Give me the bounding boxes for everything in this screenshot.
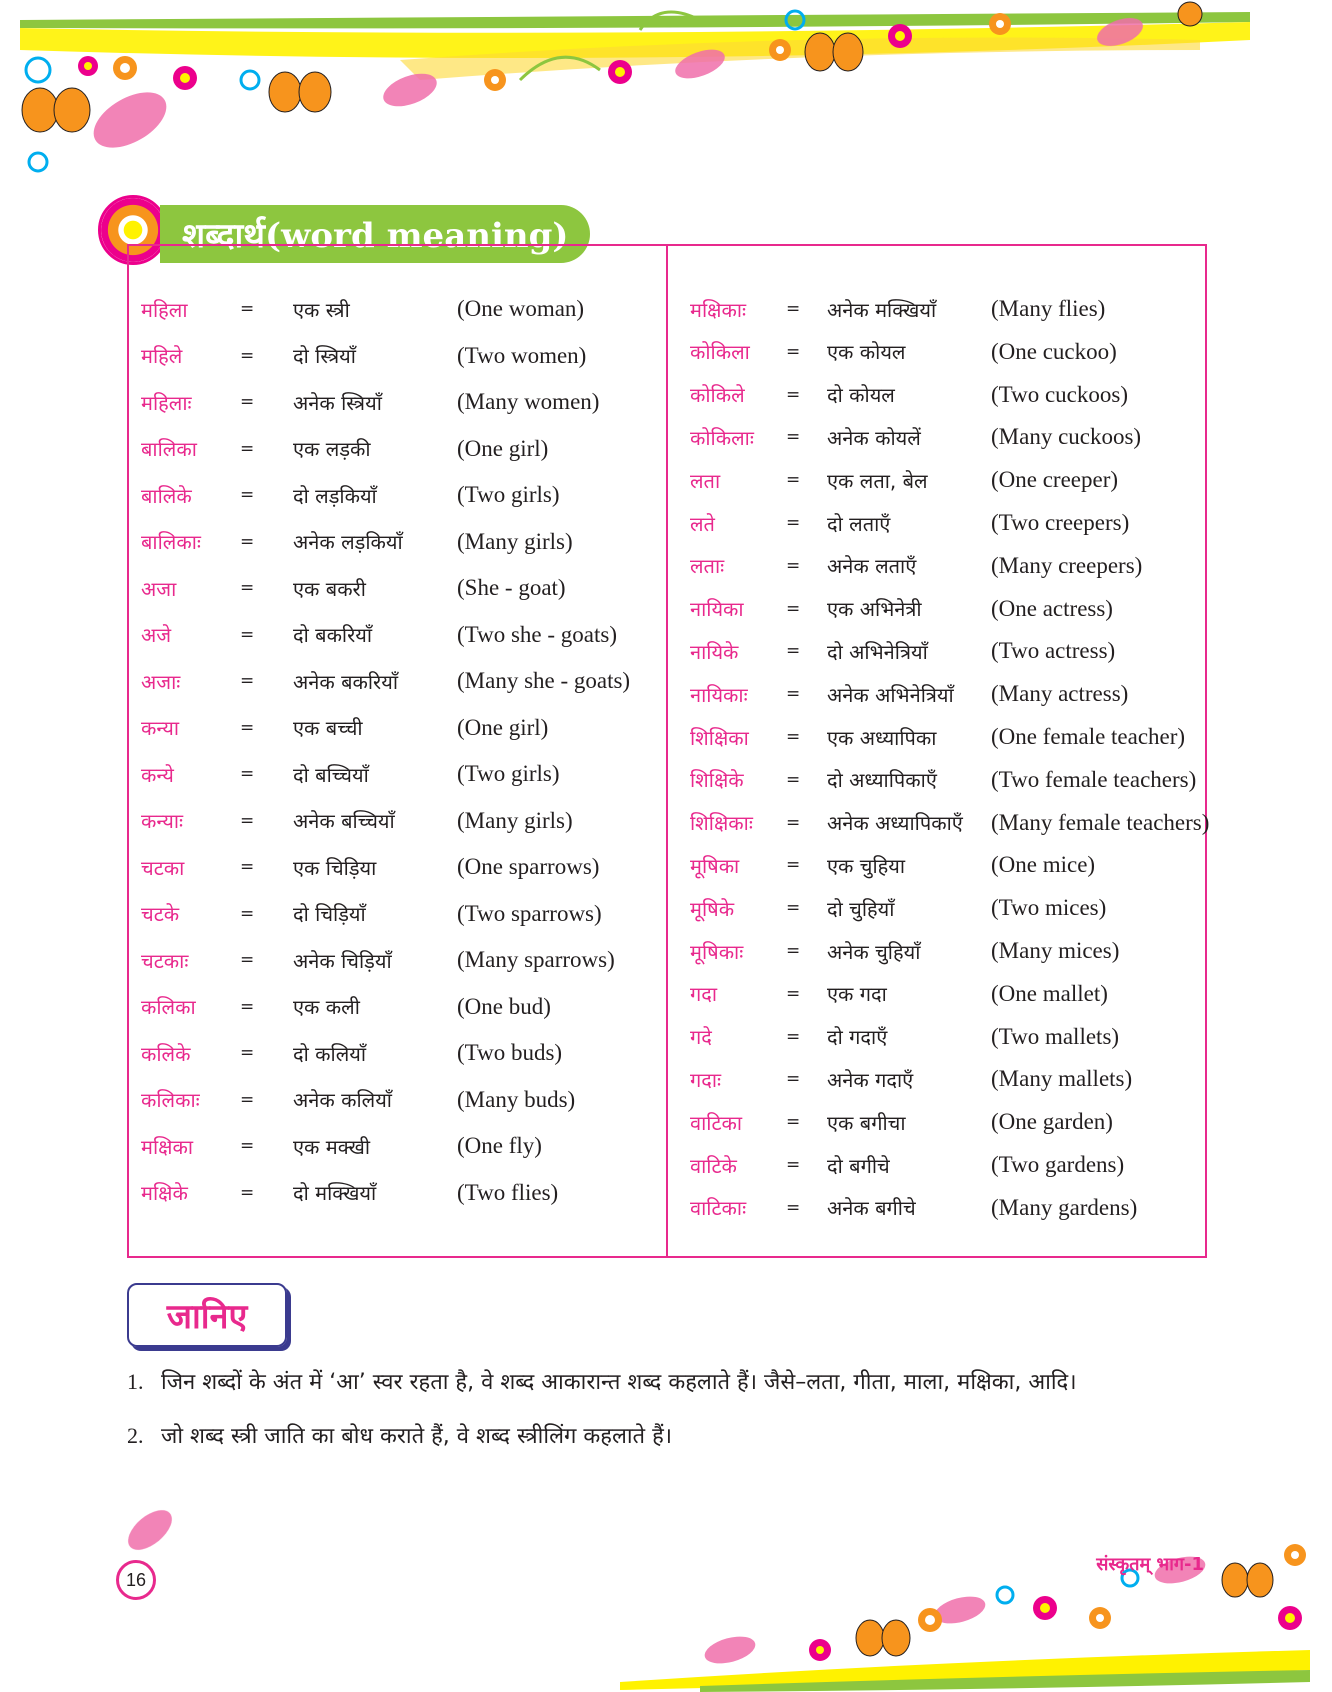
equals-sign: = [240, 764, 255, 784]
equals-sign: = [786, 1112, 801, 1133]
hindi-meaning: अनेक बच्चियाँ [293, 809, 395, 833]
english-meaning: (Two flies) [457, 1179, 559, 1205]
equals-sign: = [240, 903, 255, 924]
equals-sign: = [240, 1089, 255, 1110]
english-meaning: (Two girls) [457, 761, 560, 786]
equals-sign: = [786, 983, 801, 1004]
equals-sign: = [240, 1043, 255, 1063]
sanskrit-word: कोकिला [690, 340, 750, 365]
sanskrit-word: कन्ये [141, 762, 174, 787]
english-meaning: (Many sparrows) [457, 947, 615, 972]
hindi-meaning: दो लड़कियाँ [293, 483, 377, 508]
sanskrit-word: कोकिले [690, 383, 745, 408]
sanskrit-word: वाटिकाः [690, 1196, 747, 1221]
hindi-meaning: एक चुहिया [827, 853, 906, 878]
hindi-meaning: अनेक कोयलें [827, 425, 921, 450]
note-number: 2. [127, 1423, 144, 1448]
english-meaning: (Many actress) [991, 681, 1129, 707]
equals-sign: = [240, 578, 255, 598]
equals-sign: = [240, 717, 255, 738]
equals-sign: = [786, 855, 801, 876]
hindi-meaning: एक बगीचा [827, 1110, 906, 1135]
equals-sign: = [240, 345, 255, 366]
english-meaning: (Many mices) [991, 938, 1120, 963]
sanskrit-word: मक्षिका [141, 1134, 194, 1159]
english-meaning: (Two gardens) [991, 1152, 1125, 1177]
sanskrit-word: चटकाः [141, 948, 189, 973]
equals-sign: = [240, 810, 255, 831]
equals-sign: = [240, 531, 255, 552]
hindi-meaning: दो स्त्रियाँ [293, 344, 356, 368]
sanskrit-word: नायिकाः [690, 682, 748, 707]
english-meaning: (Two mallets) [991, 1023, 1120, 1049]
equals-sign: = [786, 341, 801, 362]
sanskrit-word: गदा [690, 982, 718, 1007]
hindi-meaning: अनेक बकरियाँ [293, 669, 399, 694]
sanskrit-word: मूषिका [690, 853, 740, 878]
hindi-meaning: एक चिड़िया [293, 855, 377, 880]
english-meaning: (Many buds) [457, 1086, 576, 1112]
equals-sign: = [786, 941, 801, 961]
hindi-meaning: दो चुहियाँ [827, 896, 895, 921]
equals-sign: = [786, 470, 801, 491]
hindi-meaning: अनेक कलियाँ [293, 1088, 392, 1112]
hindi-meaning: अनेक गदाएँ [827, 1067, 914, 1092]
sanskrit-word: महिलाः [141, 390, 192, 415]
sanskrit-word: नायिका [690, 597, 744, 622]
english-meaning: (One mice) [991, 852, 1096, 878]
english-meaning: (One mallet) [991, 980, 1108, 1006]
hindi-meaning: अनेक अध्यापिकाएँ [827, 811, 963, 836]
hindi-meaning: दो बच्चियाँ [293, 762, 369, 787]
equals-sign: = [240, 671, 255, 691]
sanskrit-word: महिले [141, 344, 183, 368]
english-meaning: (Two she - goats) [457, 621, 617, 647]
sanskrit-word: शिक्षिके [690, 768, 744, 793]
sanskrit-word: शिक्षिका [690, 725, 749, 750]
sanskrit-word: शिक्षिकाः [690, 811, 753, 836]
hindi-meaning: एक अध्यापिका [827, 725, 937, 750]
english-meaning: (Many she - goats) [457, 668, 631, 693]
equals-sign: = [786, 641, 801, 662]
equals-sign: = [786, 427, 801, 448]
equals-sign: = [786, 727, 801, 747]
english-meaning: (One creeper) [991, 467, 1119, 493]
sanskrit-word: वाटिका [690, 1110, 743, 1135]
column-divider [666, 244, 668, 1258]
hindi-meaning: अनेक चुहियाँ [827, 939, 921, 964]
equals-sign: = [240, 392, 255, 412]
equals-sign: = [786, 384, 801, 405]
hindi-meaning: अनेक मक्खियाँ [827, 297, 937, 322]
hindi-meaning: दो गदाएँ [827, 1025, 888, 1050]
english-meaning: (Two buds) [457, 1040, 563, 1065]
equals-sign: = [786, 1026, 801, 1047]
english-meaning: (One girl) [457, 435, 549, 461]
page-number: 16 [116, 1560, 156, 1600]
sanskrit-word: चटके [141, 902, 180, 926]
english-meaning: (One bud) [457, 993, 551, 1019]
sanskrit-word: लता [690, 468, 721, 493]
english-meaning: (Two female teachers) [991, 766, 1197, 792]
english-meaning: (Many women) [457, 389, 600, 414]
sanskrit-word: महिला [141, 297, 188, 322]
sanskrit-word: मूषिके [690, 896, 735, 921]
english-meaning: (Two women) [457, 342, 587, 368]
hindi-meaning: अनेक अभिनेत्रियाँ [827, 682, 954, 707]
note-item [127, 1366, 1077, 1396]
sanskrit-word: चटका [141, 855, 185, 880]
sanskrit-word: कलिके [141, 1041, 191, 1066]
hindi-meaning: एक बच्ची [293, 716, 363, 740]
english-meaning: (One woman) [457, 296, 585, 321]
english-meaning: (Two actress) [991, 638, 1116, 664]
hindi-meaning: एक मक्खी [293, 1134, 371, 1159]
equals-sign: = [786, 1155, 801, 1175]
english-meaning: (One garden) [991, 1109, 1113, 1135]
english-meaning: (Many mallets) [991, 1066, 1133, 1092]
equals-sign: = [786, 1069, 801, 1090]
hindi-meaning: दो लताएँ [827, 511, 891, 536]
know-heading: जानिए [127, 1283, 287, 1347]
sanskrit-word: अजा [141, 576, 177, 601]
hindi-meaning: दो मक्खियाँ [293, 1181, 377, 1205]
english-meaning: (Many girls) [457, 807, 573, 833]
equals-sign: = [786, 898, 801, 919]
english-meaning: (She - goat) [457, 575, 566, 600]
bottom-floral-border [0, 1500, 1332, 1692]
equals-sign: = [786, 769, 801, 790]
sanskrit-word: मक्षिकाः [690, 297, 747, 322]
english-meaning: (One girl) [457, 714, 549, 740]
equals-sign: = [240, 1182, 255, 1203]
hindi-meaning: अनेक लताएँ [827, 554, 917, 579]
english-meaning: (Two creepers) [991, 510, 1130, 535]
equals-sign: = [786, 598, 801, 619]
hindi-meaning: एक अभिनेत्री [827, 597, 922, 622]
note-item [127, 1420, 672, 1450]
note-text: जिन शब्दों के अंत में ‘आ’ स्वर रहता है, वे शब्द आकारान्त शब्द कहलाते हैं। जैसे–लता, गीता, माला, मक्षिका, आदि। [161, 1370, 1077, 1395]
equals-sign: = [240, 996, 255, 1017]
sanskrit-word: गदे [690, 1025, 712, 1050]
equals-sign: = [786, 1197, 801, 1218]
section-title: शब्दार्थ(word meaning) [160, 205, 590, 263]
english-meaning: (Many creepers) [991, 552, 1143, 578]
equals-sign: = [240, 950, 255, 970]
english-meaning: (Many girls) [457, 528, 573, 554]
equals-sign: = [240, 299, 255, 319]
hindi-meaning: अनेक स्त्रियाँ [293, 390, 382, 415]
hindi-meaning: एक स्त्री [293, 297, 350, 322]
hindi-meaning: दो कलियाँ [293, 1041, 367, 1066]
equals-sign: = [786, 555, 801, 576]
english-meaning: (Two girls) [457, 482, 560, 507]
sanskrit-word: लते [690, 511, 715, 536]
equals-sign: = [240, 857, 255, 877]
sanskrit-word: लताः [690, 554, 725, 579]
sanskrit-word: बालिका [141, 437, 197, 461]
equals-sign: = [786, 299, 801, 319]
sanskrit-word: अजाः [141, 669, 181, 694]
english-meaning: (One fly) [457, 1133, 542, 1158]
equals-sign: = [240, 1136, 255, 1156]
hindi-meaning: एक लड़की [293, 437, 371, 461]
sanskrit-word: बालिकाः [141, 530, 201, 554]
sanskrit-word: मूषिकाः [690, 939, 744, 964]
hindi-meaning: अनेक बगीचे [827, 1196, 916, 1221]
hindi-meaning: एक बकरी [293, 576, 366, 601]
hindi-meaning: दो बगीचे [827, 1153, 890, 1178]
english-meaning: (One sparrows) [457, 854, 600, 879]
equals-sign: = [786, 513, 801, 533]
english-meaning: (Two sparrows) [457, 900, 602, 926]
english-meaning: (One female teacher) [991, 724, 1186, 749]
english-meaning: (Two cuckoos) [991, 381, 1128, 407]
hindi-meaning: एक लता, बेल [827, 468, 928, 493]
english-meaning: (Many flies) [991, 296, 1106, 321]
sanskrit-word: गदाः [690, 1067, 722, 1092]
hindi-meaning: दो चिड़ियाँ [293, 902, 366, 926]
sanskrit-word: बालिके [141, 483, 192, 508]
sanskrit-word: कोकिलाः [690, 425, 754, 450]
hindi-meaning: अनेक लड़कियाँ [293, 530, 403, 554]
equals-sign: = [786, 812, 801, 833]
hindi-meaning: एक कोयल [827, 340, 906, 365]
sanskrit-word: कलिका [141, 995, 196, 1019]
hindi-meaning: अनेक चिड़ियाँ [293, 948, 392, 973]
hindi-meaning: दो बकरियाँ [293, 623, 373, 647]
english-meaning: (One cuckoo) [991, 338, 1117, 364]
hindi-meaning: एक कली [293, 995, 360, 1019]
english-meaning: (Many gardens) [991, 1194, 1138, 1220]
equals-sign: = [240, 438, 255, 459]
book-title: संस्कृतम् भाग-1 [1096, 1554, 1204, 1575]
note-number: 1. [127, 1369, 144, 1394]
hindi-meaning: एक गदा [827, 982, 887, 1007]
sanskrit-word: कलिकाः [141, 1088, 200, 1112]
hindi-meaning: दो कोयल [827, 383, 895, 408]
sanskrit-word: कन्याः [141, 809, 184, 833]
note-text: जो शब्द स्त्री जाति का बोध कराते हैं, वे शब्द स्त्रीलिंग कहलाते हैं। [161, 1424, 673, 1449]
english-meaning: (One actress) [991, 595, 1113, 621]
sanskrit-word: नायिके [690, 639, 739, 664]
sanskrit-word: अजे [141, 623, 172, 647]
sanskrit-word: कन्या [141, 716, 180, 740]
equals-sign: = [240, 624, 255, 645]
equals-sign: = [786, 684, 801, 705]
english-meaning: (Many cuckoos) [991, 424, 1142, 450]
hindi-meaning: दो अभिनेत्रियाँ [827, 639, 928, 664]
english-meaning: (Many female teachers) [991, 809, 1210, 835]
sanskrit-word: मक्षिके [141, 1181, 188, 1205]
english-meaning: (Two mices) [991, 895, 1107, 921]
sanskrit-word: वाटिके [690, 1153, 737, 1178]
hindi-meaning: दो अध्यापिकाएँ [827, 768, 937, 793]
equals-sign: = [240, 485, 255, 505]
